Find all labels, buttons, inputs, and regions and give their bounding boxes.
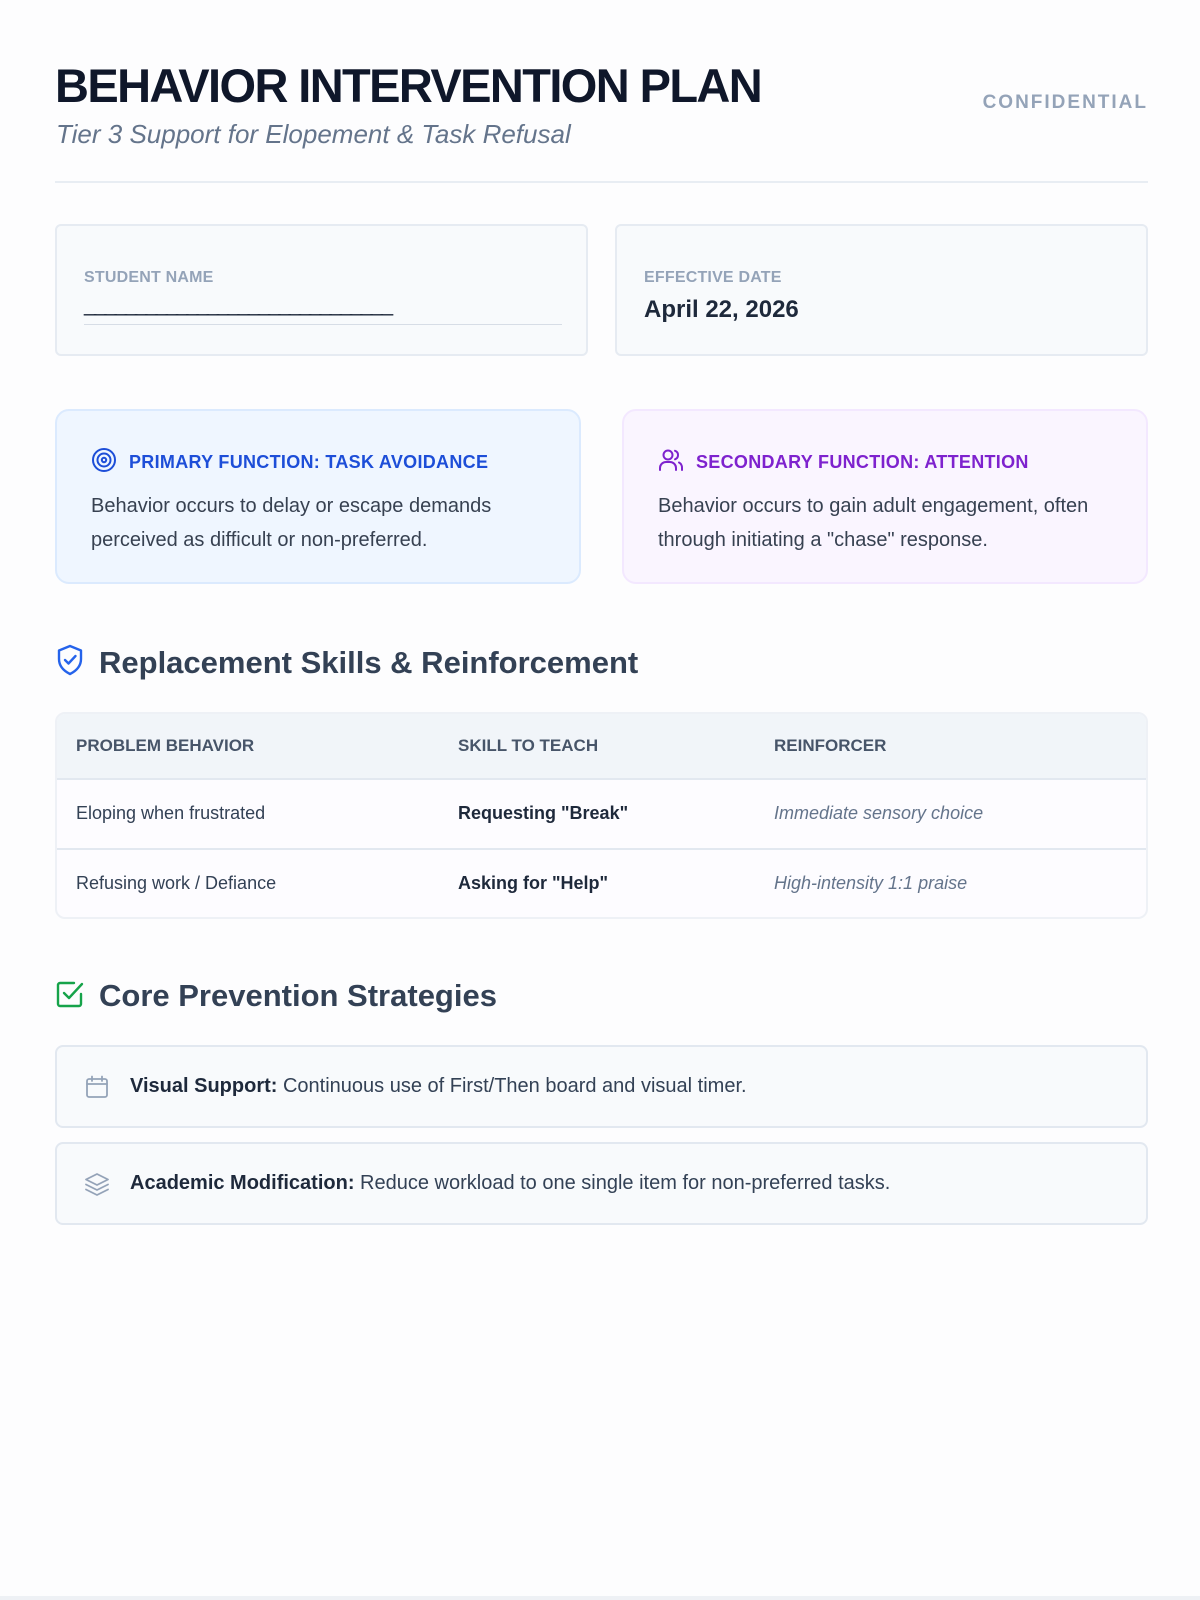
skills-table xyxy=(55,712,1148,919)
shield-check-icon xyxy=(55,644,85,681)
primary-function-card xyxy=(55,409,581,584)
skill-cell: Asking for "Help" xyxy=(458,873,609,893)
page-subtitle: Tier 3 Support for Elopement & Task Refusal xyxy=(56,119,571,149)
student-name-label: STUDENT NAME xyxy=(84,269,214,286)
student-name-card xyxy=(55,224,588,356)
calendar-icon xyxy=(84,1074,110,1105)
users-icon xyxy=(658,447,684,478)
effective-date-value: April 22, 2026 xyxy=(644,296,799,323)
prevention-heading xyxy=(55,978,497,1014)
replacement-skills-heading xyxy=(55,644,638,681)
bottom-divider xyxy=(0,1596,1200,1600)
problem-behavior-cell: Refusing work / Defiance xyxy=(76,873,277,893)
effective-date-card xyxy=(615,224,1148,356)
page-title: BEHAVIOR INTERVENTION PLAN xyxy=(55,59,762,112)
column-header-problem: PROBLEM BEHAVIOR xyxy=(76,736,255,755)
primary-function-header xyxy=(91,447,488,477)
target-icon xyxy=(91,447,117,478)
student-name-field[interactable]: ______________________________ xyxy=(84,294,562,325)
strategy-text xyxy=(130,1075,747,1098)
column-header-reinforcer: REINFORCER xyxy=(774,736,887,755)
secondary-function-text: Behavior occurs to gain adult engagement, often through initiating a "chase" response. xyxy=(658,495,1089,551)
secondary-function-header xyxy=(658,447,1029,477)
confidential-label: CONFIDENTIAL xyxy=(982,92,1148,113)
strategy-item-visual-support xyxy=(55,1045,1148,1128)
table-header xyxy=(57,714,1146,780)
layers-icon xyxy=(84,1171,110,1202)
secondary-function-card xyxy=(622,409,1148,584)
replacement-skills-title: Replacement Skills & Reinforcement xyxy=(99,644,639,680)
primary-function-text: Behavior occurs to delay or escape demands perceived as difficult or non-preferred. xyxy=(91,495,492,551)
column-header-skill: SKILL TO TEACH xyxy=(458,736,599,755)
strategy-text xyxy=(130,1172,890,1195)
problem-behavior-cell: Eloping when frustrated xyxy=(76,803,266,823)
reinforcer-cell: High-intensity 1:1 praise xyxy=(774,873,968,893)
strategy-label: Academic Modification: xyxy=(130,1172,355,1194)
strategy-description: Continuous use of First/Then board and visual timer. xyxy=(277,1075,747,1097)
skill-cell: Requesting "Break" xyxy=(458,803,629,823)
checkbox-icon xyxy=(55,979,85,1014)
info-row xyxy=(55,224,1148,356)
strategy-description: Reduce workload to one single item for non-preferred tasks. xyxy=(354,1172,891,1194)
secondary-function-title: SECONDARY FUNCTION: ATTENTION xyxy=(696,451,1029,472)
strategy-label: Visual Support: xyxy=(130,1075,278,1097)
page xyxy=(55,0,1148,1194)
effective-date-label: EFFECTIVE DATE xyxy=(644,269,782,286)
prevention-title: Core Prevention Strategies xyxy=(99,978,497,1013)
table-row xyxy=(57,780,1146,850)
document-header xyxy=(55,0,1148,183)
reinforcer-cell: Immediate sensory choice xyxy=(774,803,984,823)
strategy-item-academic-modification xyxy=(55,1142,1148,1225)
primary-function-title: PRIMARY FUNCTION: TASK AVOIDANCE xyxy=(129,451,489,472)
table-row xyxy=(57,850,1146,919)
